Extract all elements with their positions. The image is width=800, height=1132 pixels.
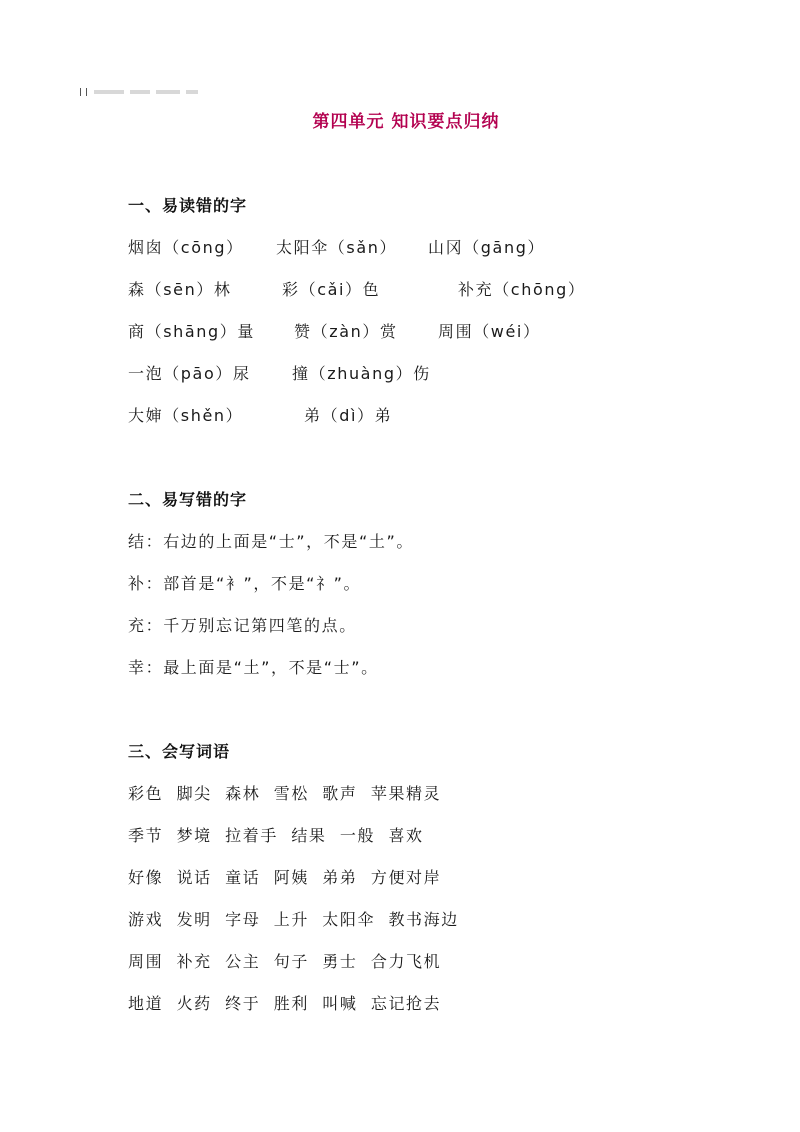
misread-item: 商（shāng）量 — [128, 322, 255, 341]
corner-tick — [80, 88, 87, 96]
misread-item: 撞（zhuàng）伤 — [292, 364, 431, 383]
page-title: 第四单元 知识要点归纳 — [312, 112, 500, 132]
section-heading-words: 三、会写词语 — [128, 742, 231, 761]
header-corner-mark — [80, 87, 200, 97]
misread-item: 补充（chōng） — [458, 280, 586, 299]
section-heading-misread: 一、易读错的字 — [128, 196, 248, 215]
misread-item: 山冈（gāng） — [428, 238, 546, 257]
section-heading-miswritten: 二、易写错的字 — [128, 490, 248, 509]
miswritten-line: 补：部首是“衤”，不是“礻”。 — [128, 574, 362, 593]
word-line: 好像 说话 童话 阿姨 弟弟 方便对岸 — [128, 868, 442, 887]
misread-item: 森（sēn）林 — [128, 280, 232, 299]
misread-item: 烟囱（cōng） — [128, 238, 244, 257]
miswritten-line: 幸：最上面是“土”，不是“士”。 — [128, 658, 379, 677]
corner-bar — [186, 90, 198, 94]
misread-row — [128, 403, 393, 460]
misread-item: 彩（cǎi）色 — [282, 280, 381, 299]
corner-bar — [156, 90, 180, 94]
word-line: 地道 火药 终于 胜利 叫喊 忘记抢去 — [128, 994, 442, 1013]
misread-item: 弟（dì）弟 — [304, 406, 393, 425]
misread-item: 周围（wéi） — [438, 322, 541, 341]
misread-item: 太阳伞（sǎn） — [276, 238, 398, 257]
corner-bar — [94, 90, 124, 94]
misread-item: 大婶（shěn） — [128, 406, 244, 425]
word-line: 季节 梦境 拉着手 结果 一般 喜欢 — [128, 826, 424, 845]
word-line: 周围 补充 公主 句子 勇士 合力飞机 — [128, 952, 442, 971]
misread-item: 赞（zàn）赏 — [294, 322, 398, 341]
word-line: 游戏 发明 字母 上升 太阳伞 教书海边 — [128, 910, 459, 929]
corner-bar — [130, 90, 150, 94]
word-line: 彩色 脚尖 森林 雪松 歌声 苹果精灵 — [128, 784, 442, 803]
misread-item: 一泡（pāo）尿 — [128, 364, 251, 383]
miswritten-line: 结：右边的上面是“士”，不是“土”。 — [128, 532, 414, 551]
miswritten-line: 充：千万别忘记第四笔的点。 — [128, 616, 357, 635]
